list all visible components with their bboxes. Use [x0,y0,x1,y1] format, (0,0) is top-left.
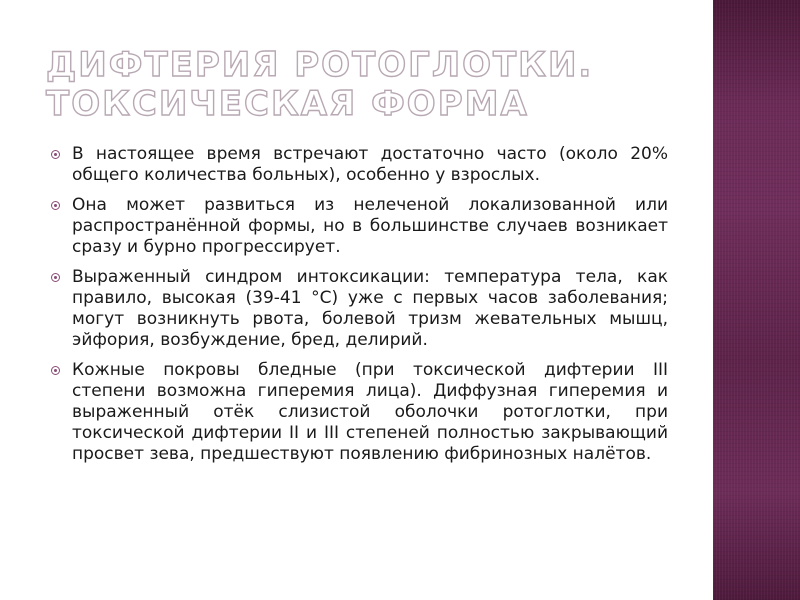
bullet-item [48,144,668,186]
title-line-2: ТОКСИЧЕСКАЯ ФОРМА [46,84,529,124]
decorative-side-band [713,0,800,600]
slide-title [46,46,686,124]
bullet-item [48,267,668,351]
bullet-text: Выраженный синдром интоксикации: температура тела, как правило, высокая (39-41 °С) уже с первых часов заболевания; могут возникнуть рвота, болевой тризм жевательных мышц, эйфория, возбуждение, бред, делирий. [72,267,668,350]
circle-bullet-icon [51,201,60,210]
bullet-list [48,144,668,474]
bullet-text: В настоящее время встречают достаточно часто (около 20% общего количества больных), особенно у взрослых. [72,144,668,185]
bullet-text: Она может развиться из нелеченой локализованной или распространённой формы, но в большинстве случаев возникает сразу и бурно прогрессирует. [72,195,668,257]
title-line-1: ДИФТЕРИЯ РОТОГЛОТКИ. [46,45,594,85]
bullet-item [48,195,668,258]
circle-bullet-icon [51,366,60,375]
bullet-text: Кожные покровы бледные (при токсической дифтерии III степени возможна гиперемия лица). Диффузная гиперемия и выраженный отёк слизистой оболочки ротоглотки, при токсической дифтерии II и III степеней полностью закрывающий просвет зева, предшествуют появлению фибринозных налётов. [72,360,668,464]
circle-bullet-icon [51,150,60,159]
circle-bullet-icon [51,273,60,282]
bullet-item [48,360,668,465]
